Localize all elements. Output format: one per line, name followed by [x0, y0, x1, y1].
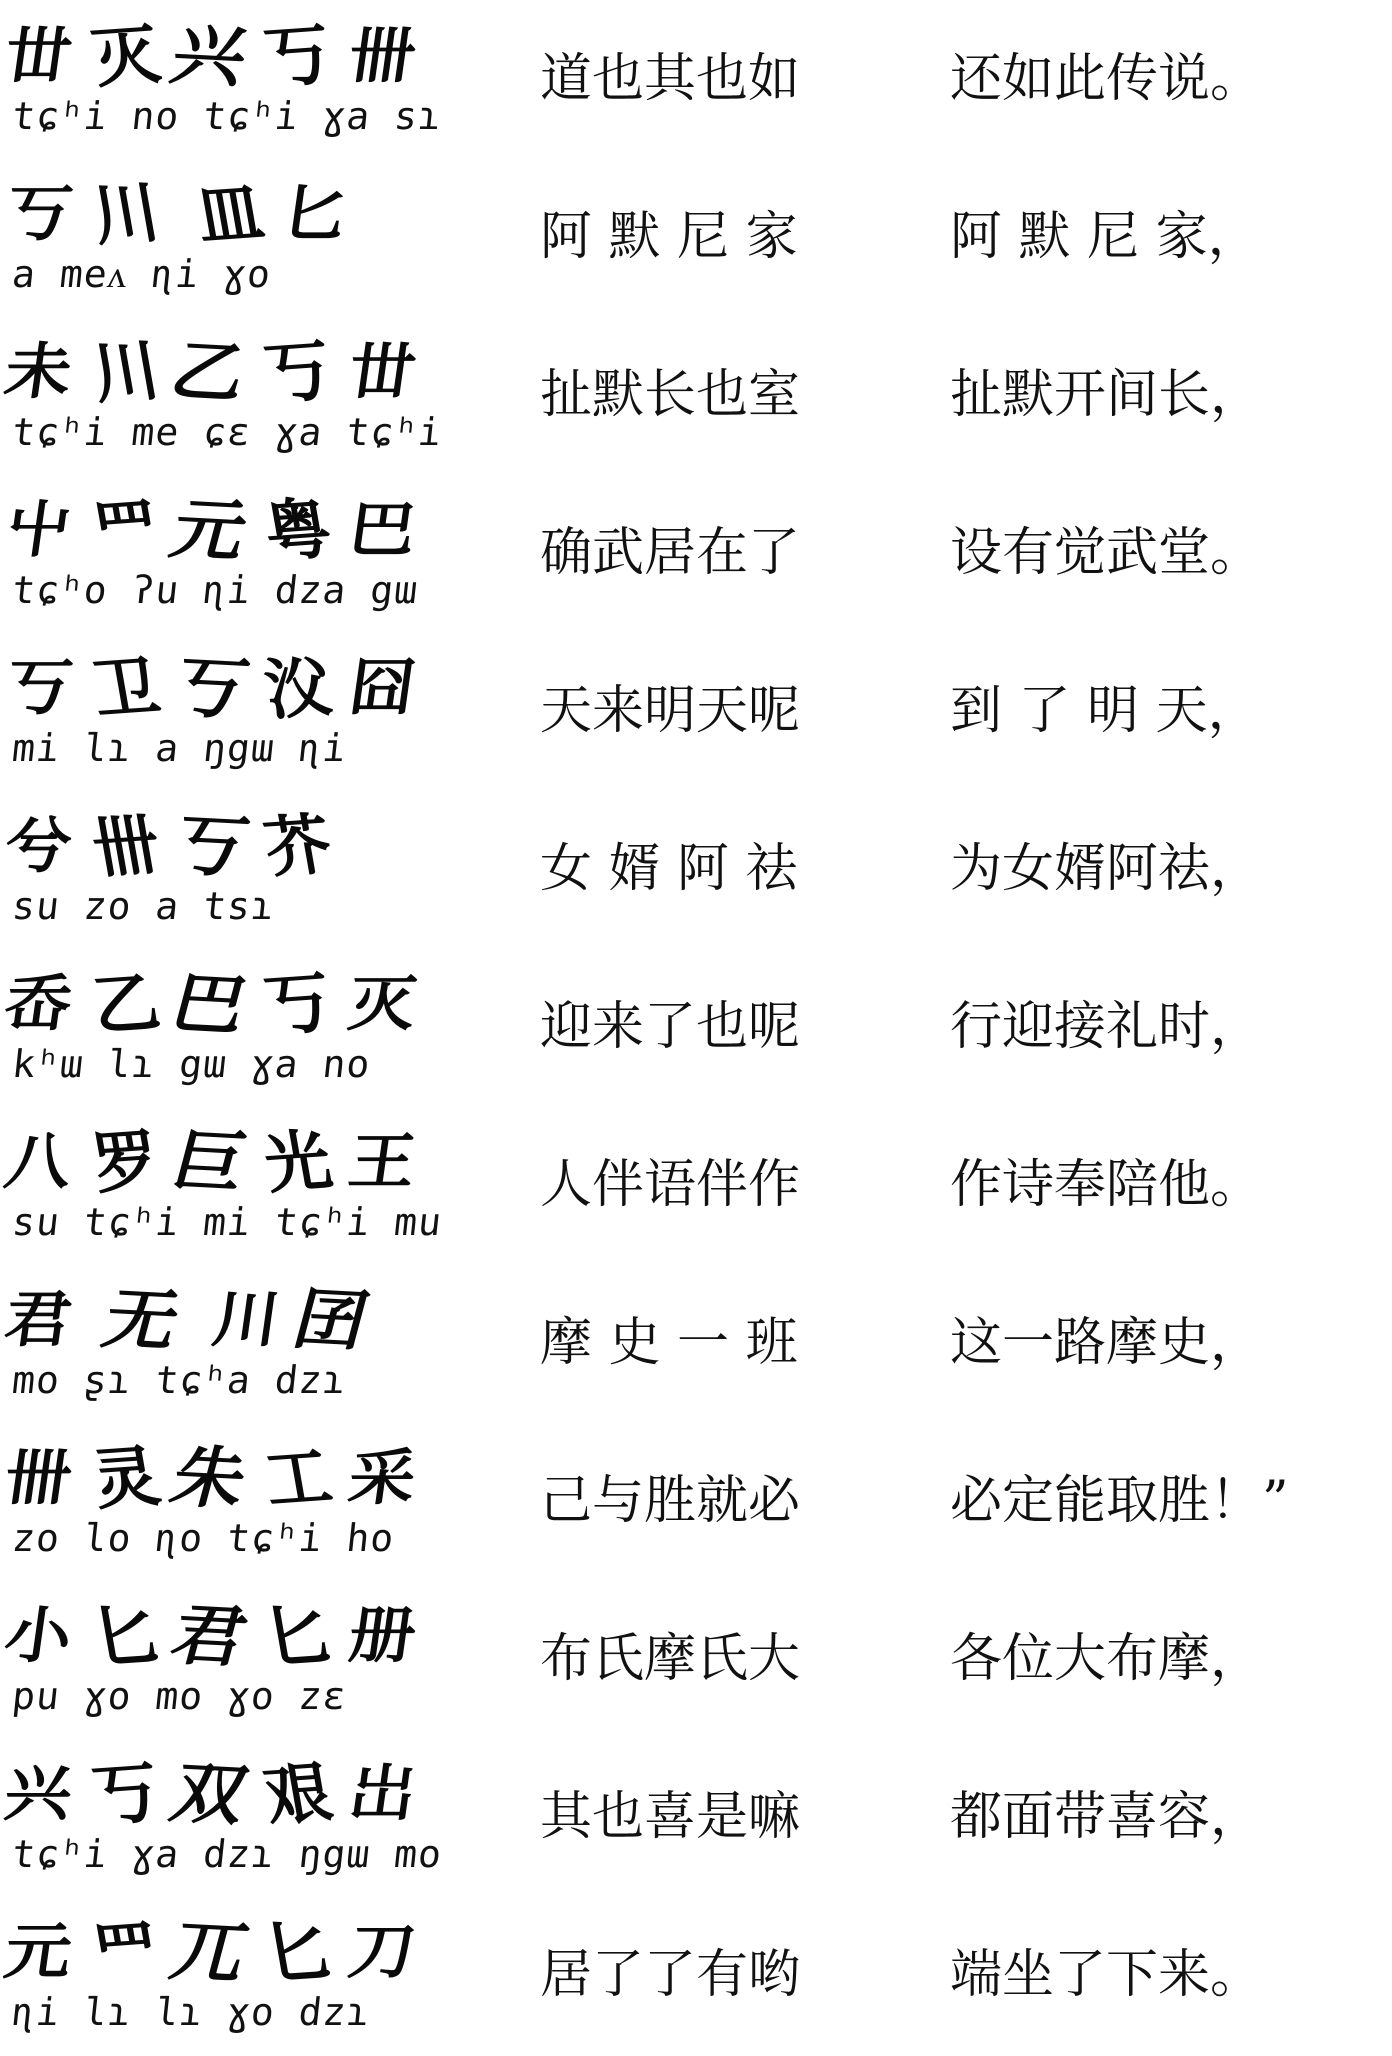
- free-translation: 还如此传说。: [950, 49, 1263, 109]
- yi-glyph: 灭: [86, 14, 168, 97]
- yi-glyph: 丗: [344, 335, 423, 407]
- text-line: [0, 316, 1392, 474]
- yi-script-block: [0, 476, 456, 626]
- yi-script-block: [0, 792, 456, 942]
- yi-glyph: 丂: [163, 804, 258, 887]
- yi-glyph: 匕: [276, 177, 355, 249]
- yi-glyph: 灭: [344, 967, 423, 1039]
- text-line: [0, 1264, 1392, 1422]
- yi-script-glyphs: [0, 1582, 456, 1678]
- yi-glyph: 丂: [0, 177, 79, 249]
- literal-gloss: 确武居在了: [540, 523, 801, 583]
- yi-glyph: 川: [208, 1283, 287, 1355]
- yi-glyph: 巴: [163, 962, 258, 1045]
- free-translation: 都面带喜容，: [950, 1787, 1263, 1847]
- literal-gloss: 阿 默 尼 家: [540, 207, 798, 267]
- free-translation: 阿 默 尼 家，: [950, 207, 1260, 267]
- phonetic-transcription: su zo a tsɿ: [10, 884, 278, 928]
- free-translation: 到 了 明 天，: [950, 681, 1260, 741]
- phonetic-transcription: tɕʰo ʔu ɳi dza gɯ: [10, 568, 421, 612]
- yi-glyph: 囧: [344, 651, 423, 723]
- yi-script-glyphs: [0, 1740, 456, 1836]
- free-translation: 扯默开间长，: [950, 365, 1263, 425]
- yi-script-block: [0, 2, 456, 152]
- literal-gloss: 道也其也如: [540, 49, 801, 109]
- yi-glyph: 采: [344, 1441, 423, 1513]
- yi-glyph: 匕: [86, 1594, 168, 1677]
- yi-glyph: 王: [344, 1125, 423, 1197]
- yi-script-block: [0, 1582, 456, 1732]
- text-line: [0, 1738, 1392, 1896]
- yi-script-glyphs: [0, 1898, 456, 1994]
- literal-gloss: 居了了有哟: [540, 1945, 801, 2005]
- yi-glyph: 小: [0, 1599, 79, 1671]
- yi-script-glyphs: [0, 318, 456, 414]
- yi-glyph: 卌: [86, 804, 168, 887]
- text-line: [0, 474, 1392, 632]
- yi-glyph: 卫: [86, 646, 168, 729]
- yi-glyph: 兀: [163, 1910, 258, 1993]
- yi-script-glyphs: [0, 2, 456, 98]
- phonetic-transcription: su tɕʰi mi tɕʰi mu: [10, 1200, 445, 1244]
- yi-glyph: 元: [163, 488, 258, 571]
- yi-glyph: 囝: [285, 1278, 380, 1361]
- yi-glyph: 双: [163, 1752, 258, 1835]
- yi-script-glyphs: [0, 950, 456, 1046]
- yi-script-block: [0, 1740, 456, 1890]
- yi-glyph: 粤: [258, 488, 340, 571]
- yi-glyph: 丂: [258, 14, 340, 97]
- literal-gloss: 己与胜就必: [540, 1471, 801, 1531]
- yi-script-block: [0, 1898, 456, 2048]
- text-line: [0, 1106, 1392, 1264]
- yi-script-block: [0, 950, 456, 1100]
- literal-gloss: 其也喜是嘛: [540, 1787, 801, 1847]
- yi-glyph: 工: [258, 1436, 340, 1519]
- phonetic-transcription: tɕʰi no tɕʰi ɣa sɿ: [10, 94, 445, 138]
- yi-glyph: 丂: [258, 330, 340, 413]
- phonetic-transcription: tɕʰi ɣa dzɿ ŋgɯ mo: [10, 1832, 445, 1876]
- yi-script-glyphs: [0, 1108, 456, 1204]
- yi-glyph: 八: [0, 1125, 79, 1197]
- literal-gloss: 扯默长也室: [540, 365, 801, 425]
- yi-glyph: ⽫: [190, 172, 272, 255]
- yi-glyph: 丂: [86, 1752, 168, 1835]
- free-translation: 设有觉武堂。: [950, 523, 1263, 583]
- yi-glyph: 巨: [163, 1120, 258, 1203]
- yi-script-block: [0, 160, 456, 310]
- phonetic-transcription: mo ʂɿ tɕʰa dzɿ: [10, 1358, 349, 1402]
- yi-script-glyphs: [0, 476, 456, 572]
- free-translation: 行迎接礼时，: [950, 997, 1263, 1057]
- text-line: [0, 158, 1392, 316]
- yi-glyph: 罒: [86, 1910, 168, 1993]
- yi-glyph: 朱: [163, 1436, 258, 1519]
- text-line: [0, 1422, 1392, 1580]
- yi-glyph: 屮: [0, 493, 79, 565]
- yi-glyph: 罗: [86, 1120, 168, 1203]
- free-translation: 端坐了下来。: [950, 1945, 1263, 2005]
- yi-glyph: 元: [0, 1915, 79, 1987]
- yi-glyph: 丂: [163, 646, 258, 729]
- yi-glyph: 岀: [344, 1757, 423, 1829]
- literal-gloss: 人伴语伴作: [540, 1155, 801, 1215]
- yi-script-block: [0, 634, 456, 784]
- free-translation: 作诗奉陪他。: [950, 1155, 1263, 1215]
- yi-glyph: 卌: [0, 1441, 79, 1513]
- phonetic-transcription: mi lɿ a ŋgɯ ɳi: [10, 726, 349, 770]
- text-line: [0, 948, 1392, 1106]
- text-line: [0, 790, 1392, 948]
- yi-glyph: 匕: [258, 1594, 340, 1677]
- yi-glyph: 光: [258, 1120, 340, 1203]
- yi-script-glyphs: [0, 634, 456, 730]
- text-line: [0, 1580, 1392, 1738]
- yi-glyph: 兮: [0, 809, 79, 881]
- yi-glyph: 册: [344, 1599, 423, 1671]
- yi-script-glyphs: [0, 160, 456, 256]
- free-translation: 这一路摩史，: [950, 1313, 1263, 1373]
- yi-glyph: 卌: [344, 19, 423, 91]
- yi-glyph: 罒: [86, 488, 168, 571]
- yi-script-block: [0, 1108, 456, 1258]
- literal-gloss: 摩 史 一 班: [540, 1313, 798, 1373]
- yi-glyph: 君: [0, 1283, 79, 1355]
- phonetic-transcription: zo lo ɳo tɕʰi ho: [10, 1516, 397, 1560]
- yi-glyph: 芥: [258, 804, 340, 887]
- free-translation: 各位大布摩，: [950, 1629, 1263, 1689]
- phonetic-transcription: tɕʰi me ɕɛ ɣa tɕʰi: [10, 410, 445, 454]
- yi-glyph: 匕: [258, 1910, 340, 1993]
- free-translation: 必定能取胜！”: [950, 1471, 1289, 1531]
- yi-script-glyphs: [0, 1266, 456, 1362]
- yi-glyph: 兴: [163, 14, 258, 97]
- literal-gloss: 布氏摩氏大: [540, 1629, 801, 1689]
- yi-glyph: 刀: [344, 1915, 423, 1987]
- phonetic-transcription: pu ɣo mo ɣo zɛ: [10, 1674, 349, 1718]
- yi-glyph: 灵: [86, 1436, 168, 1519]
- phonetic-transcription: a meᴧ ɳi ɣo: [10, 252, 274, 296]
- yi-glyph: 岙: [0, 967, 79, 1039]
- yi-script-block: [0, 1424, 456, 1574]
- yi-script-block: [0, 1266, 456, 1416]
- yi-script-glyphs: [0, 1424, 456, 1520]
- text-line: [0, 0, 1392, 158]
- yi-glyph: 无: [95, 1278, 190, 1361]
- literal-gloss: 女 婿 阿 祛: [540, 839, 798, 899]
- yi-glyph: 川: [86, 172, 168, 255]
- yi-glyph: 乙: [163, 330, 258, 413]
- yi-glyph: 君: [163, 1594, 258, 1677]
- literal-gloss: 天来明天呢: [540, 681, 801, 741]
- yi-script-block: [0, 318, 456, 468]
- yi-glyph: 川: [86, 330, 168, 413]
- yi-glyph: 㳇: [258, 646, 340, 729]
- yi-glyph: 兴: [0, 1757, 79, 1829]
- yi-glyph: 巴: [344, 493, 423, 565]
- free-translation: 为女婿阿祛，: [950, 839, 1263, 899]
- yi-glyph: 丗: [0, 19, 79, 91]
- yi-glyph: 艰: [258, 1752, 340, 1835]
- text-line: [0, 1896, 1392, 2054]
- phonetic-transcription: ɳi lɿ lɿ ɣo dzɿ: [10, 1990, 373, 2034]
- yi-glyph: 丂: [0, 651, 79, 723]
- literal-gloss: 迎来了也呢: [540, 997, 801, 1057]
- yi-glyph: 未: [0, 335, 79, 407]
- phonetic-transcription: kʰɯ lɿ gɯ ɣa no: [10, 1042, 373, 1086]
- yi-glyph: 丂: [258, 962, 340, 1045]
- yi-script-glyphs: [0, 792, 456, 888]
- text-line: [0, 632, 1392, 790]
- yi-glyph: 乙: [86, 962, 168, 1045]
